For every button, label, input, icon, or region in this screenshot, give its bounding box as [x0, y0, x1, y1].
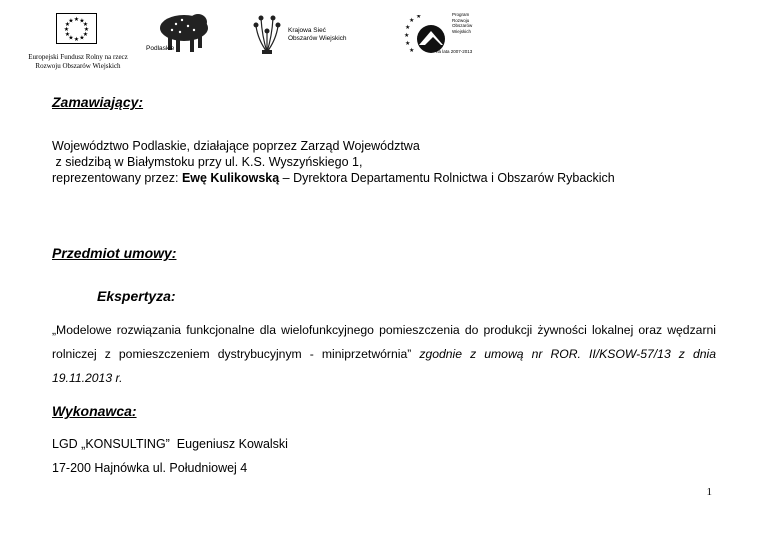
svg-text:★: ★ [416, 15, 422, 20]
page-number: 1 [706, 486, 712, 498]
eu-flag-logo [56, 13, 97, 44]
eu-caption [22, 53, 134, 70]
svg-text:★: ★ [405, 40, 411, 47]
svg-text:★: ★ [73, 36, 80, 43]
podlaskie-label: Podlaskie [146, 45, 175, 52]
prow-label-line4: Wiejskich [452, 28, 472, 34]
svg-text:★: ★ [405, 24, 411, 31]
prow-label-line1: Program [452, 12, 470, 17]
ksow-plant-logo [252, 12, 282, 56]
contract-reference: zgodnie z umową nr ROR. II/KSOW-57/13 z dnia 19.11.2013 r. [52, 347, 716, 385]
svg-text:★: ★ [68, 17, 74, 25]
ksow-label-line2: Obszarów Wiejskich [288, 35, 347, 42]
svg-text:★: ★ [82, 21, 89, 28]
svg-text:★: ★ [79, 34, 85, 42]
eu-stars-icon [57, 14, 96, 43]
svg-text:★: ★ [404, 32, 410, 39]
ksow-label-line1: Krajowa Sieć [288, 27, 326, 34]
representative-title: – Dyrektora Departamentu Rolnictwa i Obszarów Rybackich [279, 171, 615, 185]
svg-text:★: ★ [64, 21, 71, 28]
svg-text:★: ★ [409, 17, 415, 24]
ksow-label [288, 27, 347, 43]
przedmiot-heading: Przedmiot umowy: [52, 245, 177, 261]
representative-name: Ewę Kulikowską [181, 171, 280, 185]
zamawiajacy-line1: Województwo Podlaskie, działające poprzez Zarząd Województwa [52, 139, 420, 153]
zamawiajacy-line3 [52, 170, 732, 186]
wykonawca-heading: Wykonawca: [52, 403, 137, 419]
ekspertyza-subheading: Ekspertyza: [97, 288, 176, 304]
svg-text:★: ★ [83, 26, 90, 33]
represented-by-label: reprezentowany przez: [52, 171, 182, 185]
zamawiajacy-heading: Zamawiający: [52, 94, 144, 110]
wykonawca-details [52, 432, 288, 480]
przedmiot-title: „Modelowe rozwiązania funkcjonalne dla wielofunkcyjnego pomieszczenia do produkcji żywności lokalnej oraz wędzarni rolniczej z pomieszczeniem dystrybucyjnym - miniprzetwórnia” [52, 323, 716, 361]
svg-text:★: ★ [63, 26, 70, 33]
eu-caption-line2: Rozwoju Obszarów Wiejskich [35, 61, 121, 70]
wykonawca-line2: 17-200 Hajnówka ul. Południowej 4 [52, 461, 248, 475]
prow-label-line2: Rozwoju [452, 17, 470, 23]
prow-label [452, 12, 472, 34]
wykonawca-line1: LGD „KONSULTING” Eugeniusz Kowalski [52, 437, 288, 451]
svg-text:★: ★ [68, 34, 74, 42]
svg-text:★: ★ [79, 17, 85, 25]
zamawiajacy-line2: z siedzibą w Białymstoku przy ul. K.S. Wyszyńskiego 1, [52, 155, 363, 169]
svg-text:★: ★ [64, 31, 71, 38]
svg-text:★: ★ [409, 47, 415, 54]
prow-label-line3: Obszarów [452, 23, 473, 28]
zamawiajacy-details [52, 138, 732, 186]
przedmiot-description [52, 318, 716, 390]
svg-text:★: ★ [73, 16, 80, 23]
svg-text:★: ★ [82, 31, 89, 38]
prow-years: na lata 2007-2013 [436, 49, 473, 54]
eu-caption-line1: Europejski Fundusz Rolny na rzecz [28, 53, 128, 61]
